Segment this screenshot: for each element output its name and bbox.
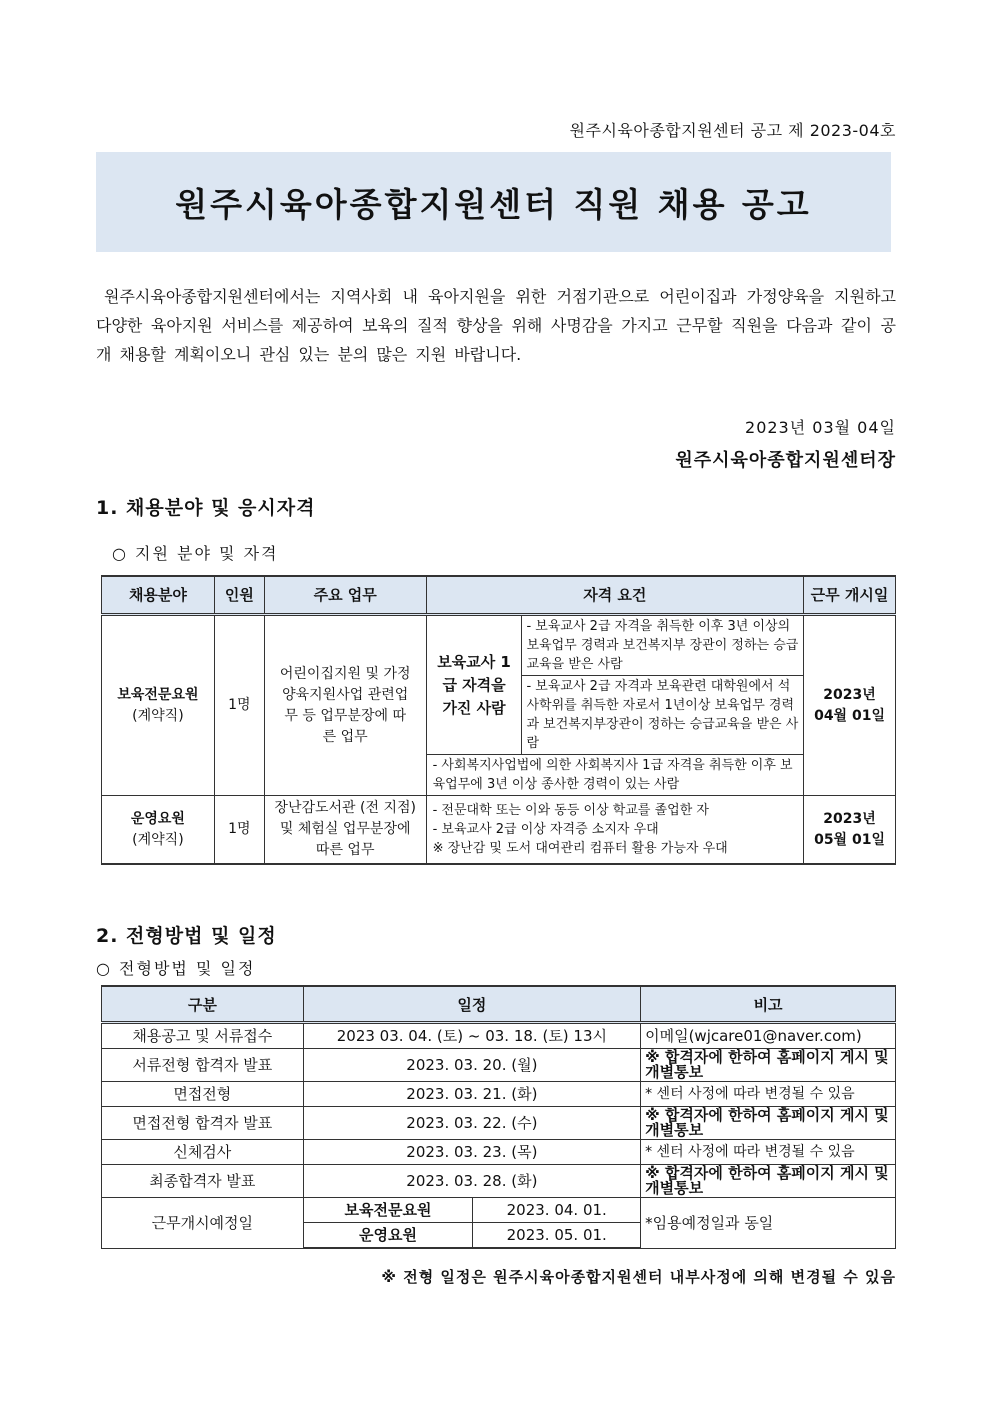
start-date-cell [804, 615, 896, 796]
step-note: ※ 합격자에 한하여 홈페이지 게시 및 개별통보 [641, 1165, 896, 1198]
start-day: 04월 01일 [814, 707, 885, 724]
table-row [102, 1107, 896, 1140]
table-row [102, 796, 896, 865]
step-note: *임용예정일과 동일 [641, 1198, 896, 1249]
start-label: 운영요원 [303, 1223, 473, 1249]
step-schedule: 2023. 03. 21. (화) [303, 1082, 640, 1107]
start-year: 2023년 [823, 810, 876, 827]
step-schedule: 2023. 03. 22. (수) [303, 1107, 640, 1140]
field-type: (계약직) [132, 707, 184, 724]
header-duties: 주요 업무 [264, 576, 426, 615]
start-date-cell [804, 796, 896, 865]
qual-label-cell: 보육교사 1급 자격을 가진 사람 [426, 615, 522, 755]
step-note: * 센터 사정에 따라 변경될 수 있음 [641, 1082, 896, 1107]
document-number: 원주시육아종합지원센터 공고 제 2023-04호 [569, 121, 896, 140]
qual-item: - 보육교사 2급 이상 자격증 소지자 우대 [432, 822, 659, 837]
section1-subheading: ○ 지원 분야 및 자격 [112, 544, 279, 563]
count-cell: 1명 [214, 615, 264, 796]
duties-cell: 장난감도서관 (전 지점) 및 체험실 업무분장에 따른 업무 [264, 796, 426, 865]
count-cell: 1명 [214, 796, 264, 865]
step-schedule: 2023. 03. 23. (목) [303, 1140, 640, 1165]
table-row [102, 1198, 896, 1223]
table-row [102, 1023, 896, 1049]
table-row [102, 1140, 896, 1165]
header-schedule: 일정 [303, 986, 640, 1023]
duties-cell: 어린이집지원 및 가정양육지원사업 관련업무 등 업무분장에 따른 업무 [264, 615, 426, 796]
qual-item: ※ 장난감 및 도서 대여관리 컴퓨터 활용 가능자 우대 [432, 841, 728, 856]
start-year: 2023년 [823, 686, 876, 703]
field-cell [102, 796, 215, 865]
announcement-date: 2023년 03월 04일 [745, 418, 896, 437]
header-qualification: 자격 요건 [426, 576, 803, 615]
header-category: 구분 [102, 986, 304, 1023]
section2-heading: 2. 전형방법 및 일정 [96, 925, 277, 947]
step-name: 채용공고 및 서류접수 [102, 1023, 304, 1049]
step-name: 서류전형 합격자 발표 [102, 1049, 304, 1082]
intro-paragraph: 원주시육아종합지원센터에서는 지역사회 내 육아지원을 위한 거점기관으로 어린이집과 가정양육을 지원하고 다양한 육아지원 서비스를 제공하여 보육의 질적 향상을 위해 사명감을 가지고 근무할 직원을 다음과 같이 공개 채용할 계획이오니 관심 있는 분의 많은 지원 바랍니다. [96, 287, 896, 364]
qual-item: - 전문대학 또는 이와 동등 이상 학교를 졸업한 자 [432, 803, 709, 818]
table-row [102, 1049, 896, 1082]
header-field: 채용분야 [102, 576, 215, 615]
step-name: 신체검사 [102, 1140, 304, 1165]
step-name: 최종합격자 발표 [102, 1165, 304, 1198]
header-note: 비고 [641, 986, 896, 1023]
schedule-table [101, 985, 896, 1249]
step-note: * 센터 사정에 따라 변경될 수 있음 [641, 1140, 896, 1165]
step-schedule: 2023. 03. 28. (화) [303, 1165, 640, 1198]
qual-text-b: - 보육교사 2급 자격과 보육관련 대학원에서 석사학위를 취득한 자로서 1년이상 보육업무 경력과 보건복지부장관이 정하는 승급교육을 받은 사람 [522, 676, 804, 755]
step-name: 면접전형 [102, 1082, 304, 1107]
step-name: 면접전형 합격자 발표 [102, 1107, 304, 1140]
field-cell [102, 615, 215, 796]
table-row [102, 615, 896, 676]
issuer-name: 원주시육아종합지원센터장 [675, 450, 896, 471]
schedule-footnote: ※ 전형 일정은 원주시육아종합지원센터 내부사정에 의해 변경될 수 있음 [381, 1268, 896, 1286]
start-date: 2023. 05. 01. [473, 1223, 641, 1249]
table-header-row [102, 576, 896, 615]
table-row [102, 1082, 896, 1107]
start-label: 보육전문요원 [303, 1198, 473, 1223]
start-day: 05월 01일 [814, 831, 885, 848]
qual-text-a: - 보육교사 2급 자격을 취득한 이후 3년 이상의 보육업무 경력과 보건복지부 장관이 정하는 승급교육을 받은 사람 [522, 615, 804, 676]
section1-heading: 1. 채용분야 및 응시자격 [96, 497, 316, 519]
field-name: 보육전문요원 [117, 686, 199, 703]
page-title: 원주시육아종합지원센터 직원 채용 공고 [175, 184, 812, 224]
step-note: 이메일(wjcare01@naver.com) [641, 1023, 896, 1049]
table-row [102, 1165, 896, 1198]
title-banner [96, 152, 891, 252]
header-start-date: 근무 개시일 [804, 576, 896, 615]
qual-text-c: - 사회복지사업법에 의한 사회복지사 1급 자격을 취득한 이후 보육업무에 3년 이상 종사한 경력이 있는 사람 [426, 755, 803, 796]
qualification-table [101, 575, 896, 865]
start-date: 2023. 04. 01. [473, 1198, 641, 1223]
step-note: ※ 합격자에 한하여 홈페이지 게시 및 개별통보 [641, 1107, 896, 1140]
header-count: 인원 [214, 576, 264, 615]
step-schedule: 2023 03. 04. (토) ~ 03. 18. (토) 13시 [303, 1023, 640, 1049]
section2-subheading: ○ 전형방법 및 일정 [96, 959, 256, 978]
field-name: 운영요원 [130, 810, 185, 827]
step-note: ※ 합격자에 한하여 홈페이지 게시 및 개별통보 [641, 1049, 896, 1082]
table-header-row [102, 986, 896, 1023]
field-type: (계약직) [132, 831, 184, 848]
step-schedule: 2023. 03. 20. (월) [303, 1049, 640, 1082]
step-name: 근무개시예정일 [102, 1198, 304, 1249]
qual-list-cell [426, 796, 803, 865]
